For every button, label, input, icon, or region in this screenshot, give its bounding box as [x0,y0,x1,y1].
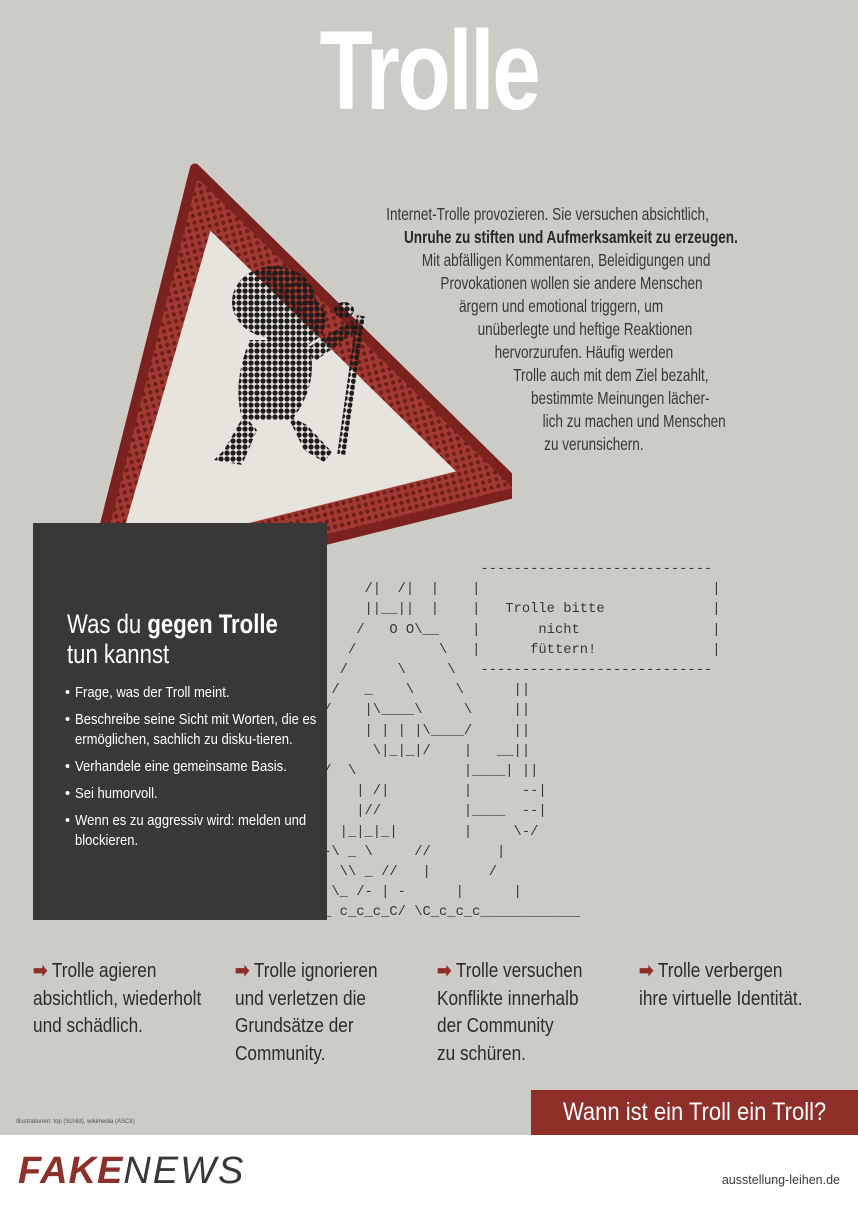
fact-text: Konflikte innerhalb [437,987,579,1010]
fact-text: absichtlich, wiederholt [33,987,202,1010]
fact-text: der Community [437,1015,554,1037]
fact-text: Grundsätze der [235,1015,354,1037]
fact-text: Trolle versuchen [455,960,583,982]
tips-box [33,523,327,920]
fact-text: und schädlich. [33,1015,143,1037]
page-title: Trolle [319,8,539,133]
tips-heading: Was du gegen Trolle tun kannst [67,609,278,669]
intro-line: Mit abfälligen Kommentaren, Beleidigungen und [421,250,711,270]
tip-item: • Beschreibe seine Sicht mit Worten, die es ermöglichen, sachlich zu disku-tieren. [63,710,325,750]
tips-list [63,683,325,858]
fact-4 [639,958,829,1013]
intro-line: bestimmte Meinungen lächer- [531,388,710,408]
arrow-right-icon: ➡ [639,960,654,982]
fact-1 [33,958,229,1041]
fakenews-logo: FAKENEWS [18,1150,246,1192]
intro-text [380,203,840,456]
intro-line: lich zu machen und Menschen [542,411,726,431]
intro-line: Unruhe zu stiften und Aufmerksamkeit zu erzeugen. [404,227,738,247]
website-url: ausstellung-leihen.de [721,1173,840,1187]
fact-text: Community. [235,1042,326,1065]
arrow-right-icon: ➡ [437,960,452,982]
tip-item: • Sei humorvoll. [63,784,325,804]
tip-item: • Verhandele eine gemeinsame Basis. [63,757,325,777]
fact-text: Trolle ignorieren [253,960,378,982]
tip-item: • Frage, was der Troll meint. [63,683,325,703]
intro-line: hervorzurufen. Häufig werden [494,342,674,362]
fact-text: und verletzen die [235,987,367,1010]
intro-line: unüberlegte und heftige Reaktionen [477,319,693,339]
image-credit: Illustrationen: top (Schild), wikimedia (ASCII) [16,1119,135,1125]
arrow-right-icon: ➡ [33,960,48,982]
footer [0,1135,858,1207]
arrow-right-icon: ➡ [235,960,250,982]
fact-3 [437,958,606,1068]
intro-line: Provokationen wollen sie andere Menschen [440,273,703,293]
fact-text: Trolle agieren [51,960,157,982]
intro-line: Internet-Trolle provozieren. Sie versuchen absichtlich, [386,204,709,224]
fact-text: Trolle verbergen [657,960,783,982]
question-banner: Wann ist ein Troll ein Troll? [531,1090,858,1135]
intro-line: Trolle auch mit dem Ziel bezahlt, [513,365,709,385]
fact-2 [235,958,401,1068]
tip-item: • Wenn es zu aggressiv wird: melden und blockieren. [63,811,325,851]
intro-line: zu verunsichern. [544,434,644,454]
fact-text: ihre virtuelle Identität. [639,987,803,1010]
ascii-troll-art: ---------------------------- /| /| | | | ||__|| | | Trolle bitte | / O O\__ | nicht | / \ | füttern! | / \ \ ---------------------------- / _ \ \ || / |\____\ \ || / | | | |\____/ || / \|_|_|/ | __|| / / \ |____| || / | | /| | --| | |// |____ --| | |_|_|_| | \-/ _ --\ _ \ // | _ \\ _ // | / / \_ /- | - | | ___ c_c_c_C/ \C_c_c_c____________ [290,562,721,921]
fact-text: zu schüren. [437,1042,526,1065]
intro-line: ärgern und emotional triggern, um [458,296,664,316]
